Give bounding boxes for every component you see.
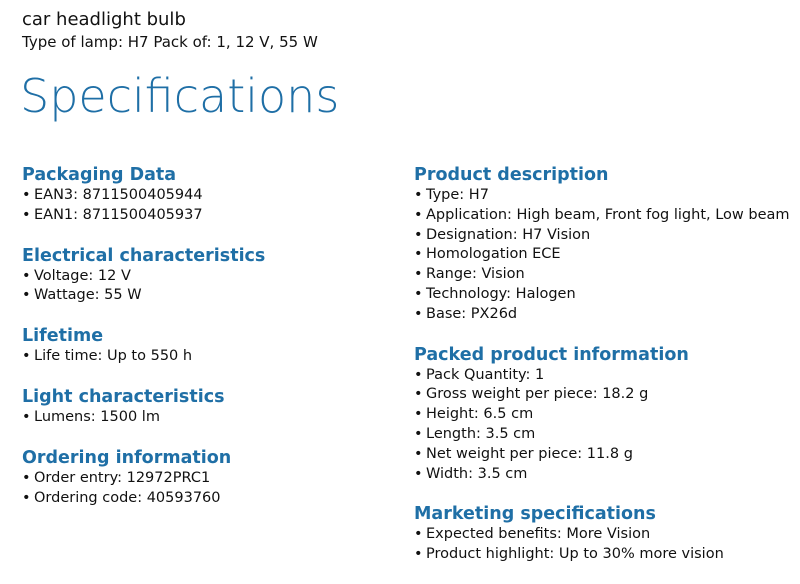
spec-item <box>414 226 794 246</box>
product-summary: Type of lamp: H7 Pack of: 1, 12 V, 55 W <box>22 33 318 51</box>
spec-section-packed-product-information <box>414 344 794 485</box>
left-column <box>22 164 392 527</box>
spec-section-lifetime <box>22 325 392 367</box>
spec-list <box>22 186 392 226</box>
section-heading: Electrical characteristics <box>22 245 266 266</box>
spec-list <box>22 347 392 367</box>
spec-section-electrical-characteristics <box>22 245 392 307</box>
bullet-icon: • <box>414 285 423 302</box>
right-column <box>414 164 794 584</box>
bullet-icon: • <box>414 425 423 442</box>
spec-section-light-characteristics <box>22 386 392 428</box>
spec-list <box>22 267 392 307</box>
spec-item-text: Expected benefits: More Vision <box>426 526 651 543</box>
spec-section-marketing-specifications <box>414 503 794 565</box>
spec-item-text: Net weight per piece: 11.8 g <box>426 445 633 462</box>
spec-item-text: Gross weight per piece: 18.2 g <box>426 386 649 403</box>
spec-section-ordering-information <box>22 447 392 509</box>
spec-item <box>414 465 794 485</box>
spec-section-packaging-data <box>22 164 392 226</box>
spec-item <box>414 405 794 425</box>
spec-item-text: Order entry: 12972PRC1 <box>34 469 211 486</box>
section-heading: Light characteristics <box>22 386 225 407</box>
spec-item-text: Homologation ECE <box>426 246 561 263</box>
spec-item <box>414 186 794 206</box>
spec-item <box>22 267 392 287</box>
section-heading: Lifetime <box>22 326 104 347</box>
spec-list <box>414 366 794 485</box>
spec-item-text: Type: H7 <box>426 187 489 203</box>
section-heading: Packaging Data <box>22 165 177 185</box>
bullet-icon: • <box>22 267 31 284</box>
bullet-icon: • <box>414 226 423 243</box>
product-name: car headlight bulb <box>22 9 186 30</box>
bullet-icon: • <box>414 406 423 423</box>
spec-item-text: Range: Vision <box>426 266 525 283</box>
spec-item <box>414 525 794 545</box>
spec-item <box>414 366 794 386</box>
spec-item-text: EAN3: 8711500405944 <box>34 187 203 203</box>
bullet-icon: • <box>414 445 423 462</box>
spec-item-text: Wattage: 55 W <box>34 287 142 304</box>
spec-item-text: Lumens: 1500 lm <box>34 408 160 425</box>
spec-list <box>414 525 794 565</box>
bullet-icon: • <box>414 187 423 203</box>
bullet-icon: • <box>414 366 423 383</box>
bullet-icon: • <box>414 526 423 543</box>
spec-item-text: Base: PX26d <box>426 305 518 322</box>
spec-item-text: Product highlight: Up to 30% more vision <box>426 546 724 563</box>
spec-item-text: Life time: Up to 550 h <box>34 348 193 365</box>
spec-item <box>414 206 794 226</box>
spec-list <box>22 469 392 509</box>
bullet-icon: • <box>414 546 423 563</box>
bullet-icon: • <box>22 348 31 365</box>
spec-item <box>22 186 392 206</box>
spec-item <box>414 245 794 265</box>
bullet-icon: • <box>22 469 31 486</box>
bullet-icon: • <box>22 489 31 506</box>
spec-item <box>22 469 392 489</box>
spec-item <box>22 286 392 306</box>
spec-item-text: Designation: H7 Vision <box>426 226 591 243</box>
spec-item <box>414 385 794 405</box>
bullet-icon: • <box>414 246 423 263</box>
spec-item <box>22 347 392 367</box>
spec-item <box>414 285 794 305</box>
bullet-icon: • <box>414 305 423 322</box>
product-header <box>22 8 318 52</box>
spec-item-text: Voltage: 12 V <box>34 267 131 284</box>
bullet-icon: • <box>414 465 423 482</box>
spec-item-text: Width: 3.5 cm <box>426 465 528 482</box>
section-heading: Product description <box>414 165 609 185</box>
section-heading: Ordering information <box>22 447 232 468</box>
spec-item-text: Pack Quantity: 1 <box>426 366 545 383</box>
spec-item-text: Application: High beam, Front fog light, Low beam <box>426 206 790 223</box>
spec-item <box>22 489 392 509</box>
spec-item <box>414 545 794 565</box>
spec-section-product-description <box>414 164 794 325</box>
spec-item-text: Ordering code: 40593760 <box>34 489 221 506</box>
bullet-icon: • <box>22 206 31 223</box>
spec-item <box>414 445 794 465</box>
spec-item-text: Height: 6.5 cm <box>426 406 534 423</box>
spec-item <box>414 425 794 445</box>
spec-item <box>414 265 794 285</box>
bullet-icon: • <box>22 287 31 304</box>
spec-item-text: Technology: Halogen <box>426 285 576 302</box>
bullet-icon: • <box>22 187 31 203</box>
spec-list <box>414 186 794 325</box>
spec-item <box>414 305 794 325</box>
section-heading: Marketing specifications <box>414 504 656 525</box>
spec-item <box>22 206 392 226</box>
bullet-icon: • <box>414 266 423 283</box>
spec-item-text: EAN1: 8711500405937 <box>34 206 203 223</box>
bullet-icon: • <box>22 408 31 425</box>
section-heading: Packed product information <box>414 344 689 365</box>
spec-item-text: Length: 3.5 cm <box>426 425 536 442</box>
page-title: Specifications <box>20 69 340 123</box>
spec-item <box>22 408 392 428</box>
bullet-icon: • <box>414 206 423 223</box>
spec-list <box>22 408 392 428</box>
bullet-icon: • <box>414 386 423 403</box>
